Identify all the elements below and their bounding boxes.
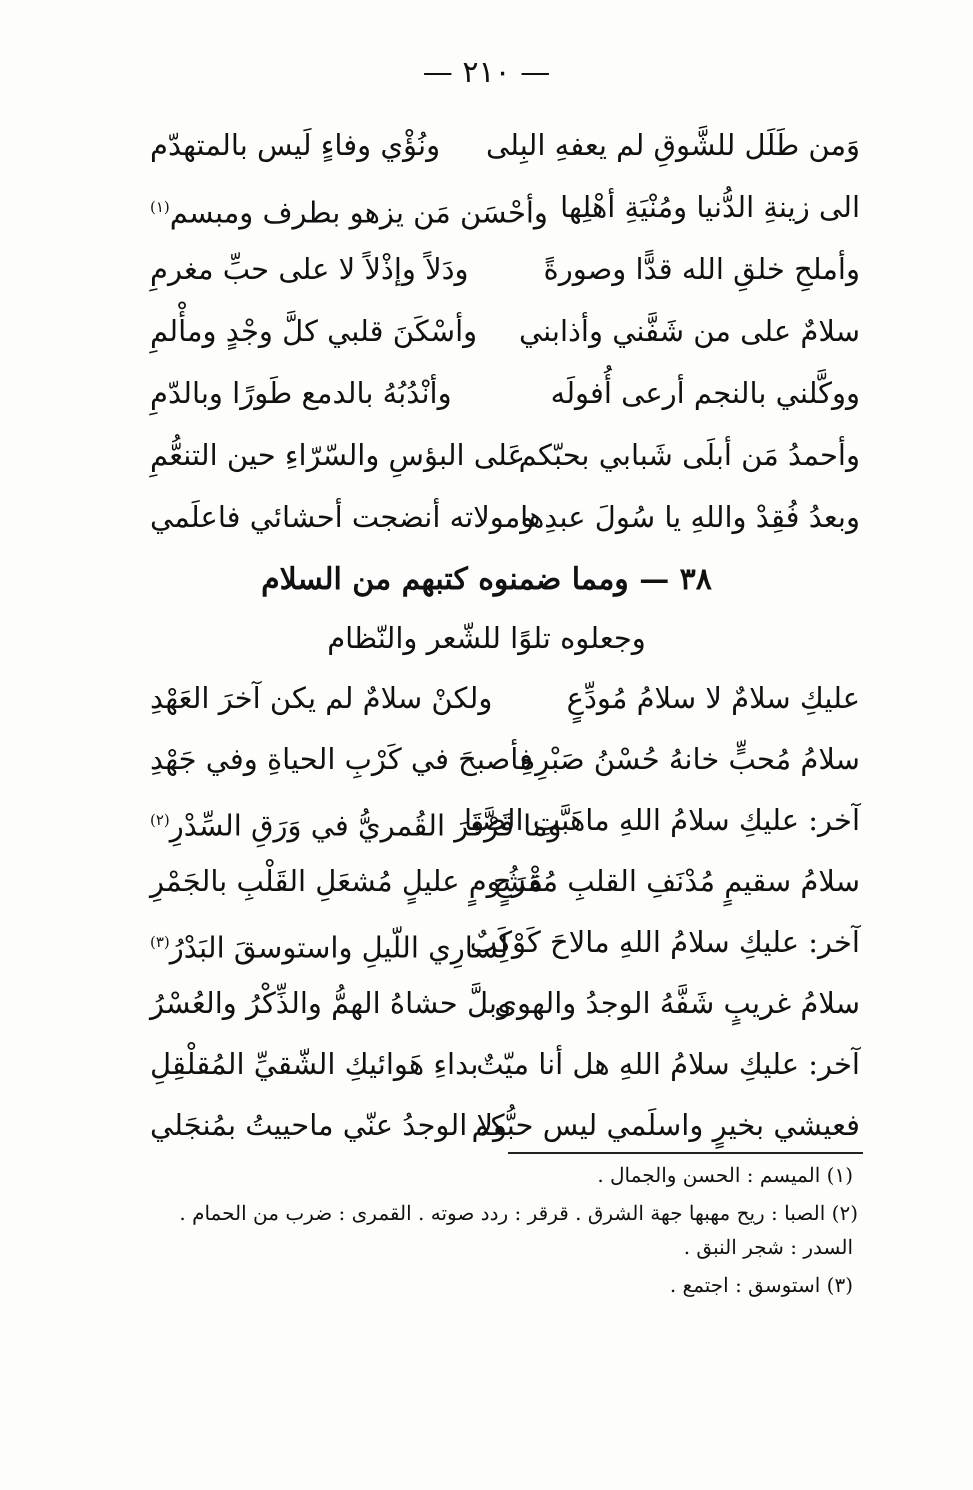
second-hemistich xyxy=(150,734,533,784)
first-hemistich: فعيشي بخيرٍ واسلَمي ليس حبُّكم xyxy=(471,1108,860,1142)
verse-line xyxy=(150,673,860,735)
verse-line xyxy=(150,856,860,918)
second-hemistich-text: وما قَرْقَرَ القُمريُّ في وَرَقِ السِّدْرِ xyxy=(169,808,562,843)
footnote-1: (١) الميسم : الحسن والجمال . xyxy=(597,1163,853,1187)
verse-line xyxy=(150,1039,860,1101)
first-hemistich: آخر: عليكِ سلامُ اللهِ ماهَبَّتِ الصَّبا xyxy=(463,803,860,837)
second-hemistich xyxy=(150,917,508,973)
second-hemistich xyxy=(150,120,440,170)
second-hemistich-text: وبلَّ حشاهُ الهمُّ والذِّكْرُ والعُسْرُ xyxy=(150,986,511,1020)
verse-line xyxy=(150,795,860,857)
second-hemistich-text: وأنْدُبُهُ بالدمع طَورًا وبالدّمِ xyxy=(150,376,452,410)
second-hemistich xyxy=(150,673,492,723)
second-hemistich xyxy=(150,182,548,238)
first-hemistich: سلامٌ على من شَفَّني وأذابني xyxy=(518,314,860,348)
second-hemistich xyxy=(150,978,511,1028)
verse-line xyxy=(150,120,860,182)
first-hemistich: سلامُ سقيمٍ مُدْنَفِ القلبِ مُقْرَحٍ xyxy=(493,864,860,898)
second-hemistich xyxy=(150,430,525,480)
verse-line xyxy=(150,917,860,979)
second-hemistich-text: لِسارِي اللّيلِ واستوسقَ البَدْرُ xyxy=(169,930,509,965)
footnote-marker: (١) xyxy=(150,198,170,216)
first-hemistich: ووكَّلني بالنجم أرعى أُفولَه xyxy=(550,376,860,410)
first-hemistich: وأملحِ خلقِ الله قدًّا وصورةً xyxy=(543,252,860,286)
footnote-rule xyxy=(508,1152,863,1154)
first-hemistich: سلامُ غريبٍ شَفَّهُ الوجدُ والهوى xyxy=(494,986,860,1020)
second-hemistich-text: وأحْسَن مَن يزهو بطرف ومبسم xyxy=(169,195,548,230)
first-hemistich: وَمن طَلَل للشَّوقِ لم يعفهِ البِلى xyxy=(486,128,860,162)
first-hemistich: الى زينةِ الدُّنيا ومُنْيَةِ أهْلِها xyxy=(560,190,860,224)
second-hemistich-text: بداءِ هَوائيكِ الشّقيِّ المُقلْقِلِ xyxy=(150,1047,479,1081)
second-hemistich-text: مَشُومٍ عليلٍ مُشعَلِ القَلْبِ بالجَمْرِ xyxy=(150,864,544,898)
verse-line xyxy=(150,368,860,430)
verse-line xyxy=(150,734,860,796)
second-hemistich-text: عَلى البؤسِ والسّرّاءِ حين التنعُّمِ xyxy=(150,438,525,472)
first-hemistich: آخر: عليكِ سلامُ اللهِ مالاحَ كَوْكَبٌ xyxy=(469,925,860,959)
first-hemistich: سلامُ مُحبٍّ خانهُ حُسْنُ صَبْرِهِ xyxy=(520,742,860,776)
verse-line xyxy=(150,182,860,244)
second-hemistich xyxy=(150,244,469,294)
second-hemistich-text: ولا الوجدُ عنّي ماحييتُ بمُنجَلي xyxy=(150,1108,508,1142)
section-heading: ٣٨ — ومما ضمنوه كتبهم من السلام xyxy=(261,562,712,597)
second-hemistich xyxy=(150,1100,507,1150)
verse-line xyxy=(150,492,860,554)
second-hemistich-text: ولكنْ سلامٌ لم يكن آخرَ العَهْدِ xyxy=(150,681,493,715)
second-hemistich-text: ودَلاً وإذْلاً لا على حبِّ مغرمِ xyxy=(150,252,469,286)
second-hemistich xyxy=(150,795,562,851)
first-hemistich: وأحمدُ مَن أبلَى شَبابي بحبّكم xyxy=(518,438,860,472)
second-hemistich-text: فأصبحَ في كَرْبِ الحياةِ وفي جَهْدِ xyxy=(150,742,533,776)
verse-line xyxy=(150,244,860,306)
second-hemistich xyxy=(150,368,452,418)
first-hemistich: عليكِ سلامٌ لا سلامُ مُودِّعٍ xyxy=(566,681,860,715)
verse-line xyxy=(150,978,860,1040)
second-hemistich-text: ومولاته أنضجت أحشائي فاعلَمي xyxy=(150,500,535,534)
second-hemistich xyxy=(150,306,477,356)
second-hemistich xyxy=(150,1039,478,1089)
first-hemistich: آخر: عليكِ سلامُ اللهِ هل أنا ميّتٌ xyxy=(476,1047,860,1081)
footnote-2-continued: السدر : شجر النبق . xyxy=(683,1235,853,1259)
verse-line xyxy=(150,430,860,492)
footnote-marker: (٣) xyxy=(150,933,170,951)
second-hemistich-text: ونُؤْي وفاءٍ لَيس بالمتهدّم xyxy=(150,128,441,162)
second-hemistich xyxy=(150,856,543,906)
page-number: — ٢١٠ — xyxy=(422,55,551,90)
verse-line xyxy=(150,306,860,368)
second-hemistich-text: وأسْكَنَ قلبي كلَّ وجْدٍ ومأْلمِ xyxy=(150,314,478,348)
footnote-2: (٢) الصبا : ريح مهبها جهة الشرق . قرقر : ردد صوته . القمرى : ضرب من الحمام . xyxy=(179,1201,858,1225)
second-hemistich xyxy=(150,492,534,542)
first-hemistich: وبعدُ فُقِدْ واللهِ يا سُولَ عبدِها xyxy=(520,500,860,534)
section-subheading: وجعلوه تلوًا للشّعر والنّظام xyxy=(327,621,646,655)
footnote-marker: (٢) xyxy=(150,811,170,829)
footnote-3: (٣) استوسق : اجتمع . xyxy=(669,1273,853,1297)
